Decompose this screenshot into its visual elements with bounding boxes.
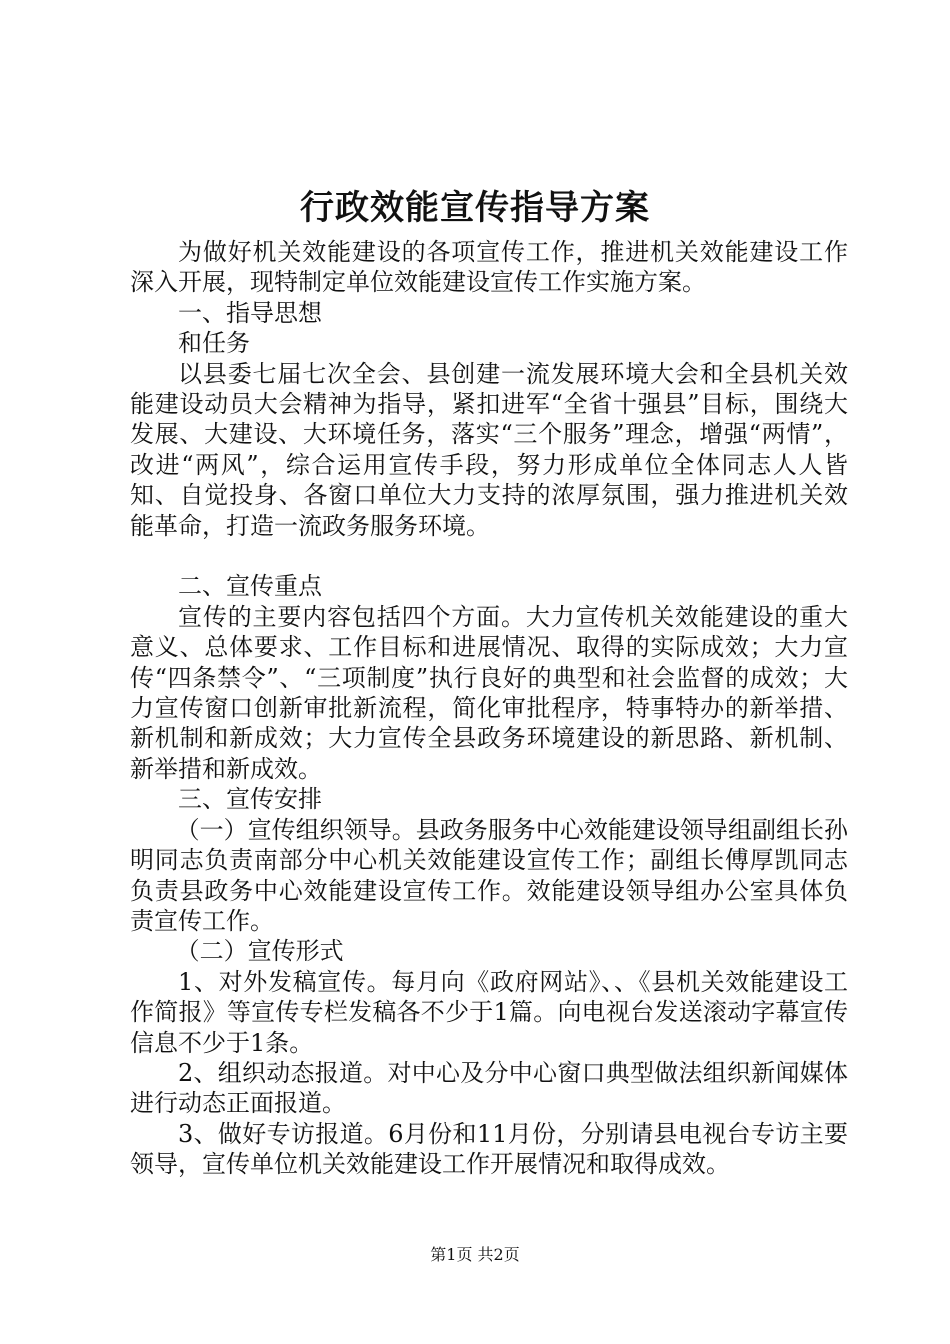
document-body <box>130 237 848 1180</box>
section-heading-publicity-arrangement: 三、宣传安排 <box>178 785 322 814</box>
page-footer: 第1页 共2页 <box>430 1245 520 1264</box>
guiding-ideology-paragraph: 以县委七届七次全会、县创建一流发展环境大会和全县机关效能建设动员大会精神为指导，紧扣进军“全省十强县”目标，围绕大发展、大建设、大环境任务，落实“三个服务”理念，增强“两情”，改进“两风”，综合运用宣传手段，努力形成单位全体同志人人皆知、自觉投身、各窗口单位大力支持的浓厚氛围，强力推进机关效能革命，打造一流政务服务环境。 <box>130 359 848 540</box>
item-external-submissions: 1、对外发稿宣传。每月向《政府网站》、、《县机关效能建设工作简报》等宣传专栏发稿各不少于1篇。向电视台发送滚动字幕宣传信息不少于1条。 <box>130 967 848 1057</box>
item-interview-reports: 3、做好专访报道。6月份和11月份，分别请县电视台专访主要领导，宣传单位机关效能建设工作开展情况和取得成效。 <box>130 1119 848 1179</box>
blank-line <box>130 541 848 571</box>
organization-leadership-paragraph: （一）宣传组织领导。县政务服务中心效能建设领导组副组长孙明同志负责南部分中心机关效能建设宣传工作；副组长傅厚凯同志负责县政务中心效能建设宣传工作。效能建设领导组办公室具体负责宣传工作。 <box>130 815 848 935</box>
document-title: 行政效能宣传指导方案 <box>300 188 650 228</box>
subheading-publicity-forms: （二）宣传形式 <box>175 937 344 966</box>
publicity-focus-paragraph: 宣传的主要内容包括四个方面。大力宣传机关效能建设的重大意义、总体要求、工作目标和进展情况、取得的实际成效；大力宣传“四条禁令”、“三项制度”执行良好的典型和社会监督的成效；大力宣传窗口创新审批新流程，简化审批程序，特事特办的新举措、新机制和新成效；大力宣传全县政务环境建设的新思路、新机制、新举措和新成效。 <box>130 602 848 783</box>
section-heading-publicity-focus: 二、宣传重点 <box>178 572 322 601</box>
section-heading-continuation: 和任务 <box>178 329 250 358</box>
section-heading-guiding-ideology: 一、指导思想 <box>178 298 322 327</box>
item-dynamic-reports: 2、组织动态报道。对中心及分中心窗口典型做法组织新闻媒体进行动态正面报道。 <box>130 1058 848 1118</box>
intro-paragraph: 为做好机关效能建设的各项宣传工作，推进机关效能建设工作深入开展，现特制定单位效能建设宣传工作实施方案。 <box>130 238 848 297</box>
